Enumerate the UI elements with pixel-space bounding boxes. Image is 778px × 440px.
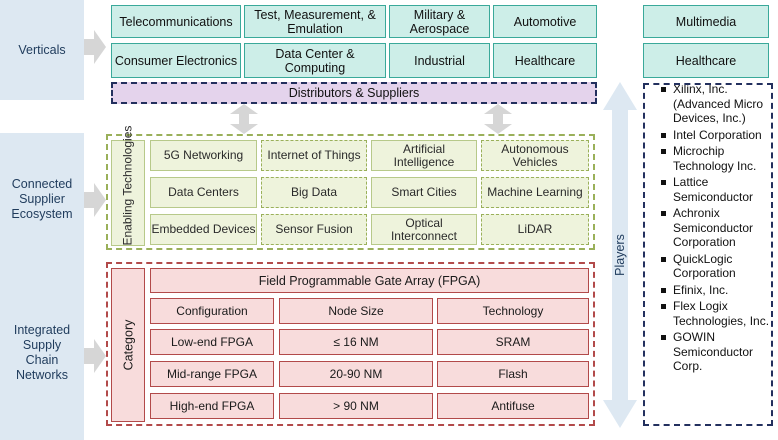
tech-embedded-devices xyxy=(150,214,257,245)
enabling-technologies-label-text: Enabling Technologies xyxy=(120,125,135,245)
table-cell xyxy=(279,329,433,355)
bullet-icon xyxy=(661,149,666,154)
table-cell-text: Low-end FPGA xyxy=(170,335,254,349)
tech-text: Big Data xyxy=(290,185,338,199)
vertical-text: Consumer Electronics xyxy=(114,53,238,68)
tech-internet-of-things xyxy=(261,140,367,171)
tech-machine-learning xyxy=(481,177,589,208)
player-item xyxy=(645,175,771,204)
vertical-consumer-electronics xyxy=(111,43,241,78)
player-item xyxy=(645,128,771,143)
tech-big-data xyxy=(261,177,367,208)
tech-text: Machine Learning xyxy=(487,185,583,199)
bullet-icon xyxy=(661,288,666,293)
vertical-test-measurement xyxy=(244,5,386,38)
tech-text: Autonomous Vehicles xyxy=(501,141,569,169)
vertical-text: Healthcare xyxy=(514,53,576,68)
table-cell xyxy=(437,393,589,419)
table-cell xyxy=(279,361,433,387)
category-label xyxy=(111,268,145,422)
table-cell-text: Mid-range FPGA xyxy=(166,367,258,381)
bullet-icon xyxy=(661,87,666,92)
player-name: Lattice Semiconductor xyxy=(673,175,754,204)
vertical-text: Automotive xyxy=(513,14,577,29)
tech-text: Sensor Fusion xyxy=(275,222,353,236)
player-name: GOWIN Semiconductor Corp. xyxy=(673,330,754,373)
table-cell-text: Antifuse xyxy=(491,399,535,413)
player-name: QuickLogic Corporation xyxy=(673,251,736,280)
vertical-text: Data Center & Computing xyxy=(275,46,355,75)
vertical-text: Military & Aerospace xyxy=(409,7,470,36)
distributors-text: Distributors & Suppliers xyxy=(288,86,420,100)
vertical-automotive xyxy=(493,5,597,38)
player-item xyxy=(645,330,771,374)
row-label-verticals xyxy=(0,0,84,100)
table-cell-text: Flash xyxy=(498,367,528,381)
arrow-integrated-icon xyxy=(84,339,106,373)
player-name: Efinix, Inc. xyxy=(673,282,729,297)
players-label-text: Players xyxy=(613,234,627,276)
players-list xyxy=(643,83,773,426)
row-label-integrated xyxy=(0,266,84,440)
tech-text: Data Centers xyxy=(168,185,239,199)
tech-text: LiDAR xyxy=(517,222,553,236)
table-cell xyxy=(437,329,589,355)
table-cell-text: High-end FPGA xyxy=(169,399,255,413)
vertical-text: Multimedia xyxy=(675,14,737,29)
enabling-technologies-label xyxy=(111,125,145,246)
tech-text: Smart Cities xyxy=(391,185,457,199)
tech-optical-interconnect xyxy=(371,214,477,245)
vertical-text: Telecommunications xyxy=(119,14,233,29)
row-label-verticals-text: Verticals xyxy=(18,42,66,57)
vertical-military-aerospace xyxy=(389,5,490,38)
row-label-connected xyxy=(0,133,84,266)
table-cell-text: 20-90 NM xyxy=(329,367,383,381)
vertical-multimedia xyxy=(643,5,769,38)
player-item xyxy=(645,144,771,173)
tech-sensor-fusion xyxy=(261,214,367,245)
bullet-icon xyxy=(661,257,666,262)
table-cell-text: ≤ 16 NM xyxy=(333,335,379,349)
table-header-text: Node Size xyxy=(328,304,384,318)
table-cell xyxy=(437,361,589,387)
distributors-bar xyxy=(111,82,597,104)
tech-autonomous-vehicles xyxy=(481,140,589,171)
vertical-text: Test, Measurement, & Emulation xyxy=(254,7,376,36)
player-name: Flex Logix Technologies, Inc. xyxy=(673,299,770,328)
table-cell xyxy=(279,393,433,419)
arrow-connected-icon xyxy=(84,183,106,217)
fpga-title xyxy=(150,268,589,293)
table-cell-text: SRAM xyxy=(495,335,531,349)
vertical-industrial xyxy=(389,43,490,78)
double-arrow-icon xyxy=(483,104,513,134)
fpga-title-text: Field Programmable Gate Array (FPGA) xyxy=(258,273,481,288)
bullet-icon xyxy=(661,211,666,216)
tech-text: Artificial Intelligence xyxy=(393,141,455,169)
vertical-text: Healthcare xyxy=(675,53,737,68)
table-header-text: Configuration xyxy=(176,304,248,318)
tech-5g-networking xyxy=(150,140,257,171)
vertical-telecommunications xyxy=(111,5,241,38)
tech-smart-cities xyxy=(371,177,477,208)
table-header-cell xyxy=(437,298,589,324)
tech-text: 5G Networking xyxy=(163,148,244,162)
table-header-cell xyxy=(279,298,433,324)
table-cell-text: > 90 NM xyxy=(333,399,379,413)
table-cell xyxy=(150,393,274,419)
vertical-healthcare-right xyxy=(643,43,769,78)
player-item xyxy=(645,83,771,126)
player-name: Intel Corporation xyxy=(673,127,762,142)
player-item xyxy=(645,252,771,281)
player-name: Achronix Semiconductor Corporation xyxy=(673,206,754,249)
bullet-icon xyxy=(661,304,666,309)
table-cell xyxy=(150,361,274,387)
player-item xyxy=(645,283,771,298)
tech-text: Internet of Things xyxy=(267,148,361,162)
player-item xyxy=(645,206,771,250)
bullet-icon xyxy=(661,180,666,185)
row-label-integrated-text: Integrated Supply Chain Networks xyxy=(13,323,71,382)
table-header-text: Technology xyxy=(482,304,544,318)
row-label-connected-text: Connected Supplier Ecosystem xyxy=(11,177,73,221)
vertical-data-center xyxy=(244,43,386,78)
tech-data-centers xyxy=(150,177,257,208)
arrow-verticals-icon xyxy=(84,30,106,64)
bullet-icon xyxy=(661,133,666,138)
vertical-healthcare xyxy=(493,43,597,78)
tech-text: Optical Interconnect xyxy=(390,215,458,243)
tech-lidar xyxy=(481,214,589,245)
player-name: Microchip Technology Inc. xyxy=(673,144,757,173)
tech-artificial-intelligence xyxy=(371,140,477,171)
double-arrow-icon xyxy=(229,104,259,134)
player-name: Xilinx, Inc. (Advanced Micro Devices, Inc.) xyxy=(673,83,764,125)
bullet-icon xyxy=(661,335,666,340)
tech-text: Embedded Devices xyxy=(151,222,256,236)
vertical-text: Industrial xyxy=(414,53,465,68)
table-header-cell xyxy=(150,298,274,324)
player-item xyxy=(645,299,771,328)
players-label xyxy=(603,228,637,282)
table-cell xyxy=(150,329,274,355)
category-label-text: Category xyxy=(121,319,136,371)
